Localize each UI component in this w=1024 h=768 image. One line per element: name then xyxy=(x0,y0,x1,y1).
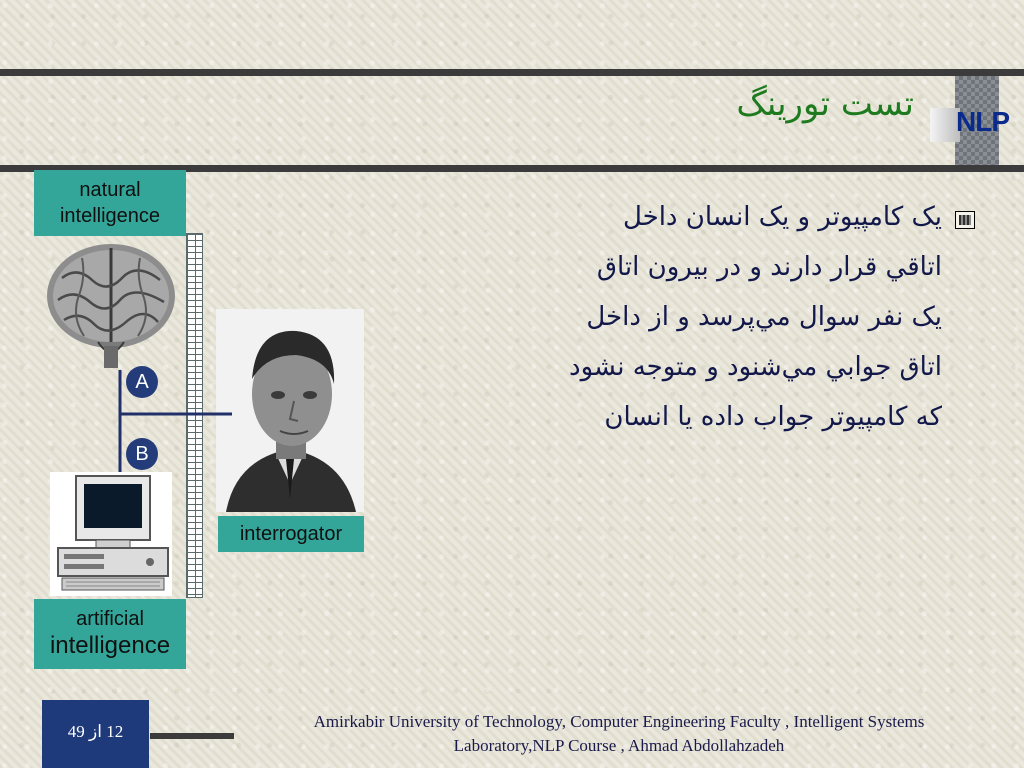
body-line: يک نفر سوال مي‌پرسد و از داخل xyxy=(586,302,942,332)
body-paragraph xyxy=(422,192,942,442)
body-line: اتاقي قرار دارند و در بيرون اتاق xyxy=(596,252,942,282)
footer-bar xyxy=(150,733,234,739)
body-line: که کامپيوتر جواب داده يا انسان xyxy=(604,402,942,432)
interrogator-label: interrogator xyxy=(218,516,364,552)
node-a-label: A xyxy=(126,366,158,398)
footer-credit-line2: Laboratory,NLP Course , Ahmad Abdollahzadeh xyxy=(453,736,785,755)
node-b-label: B xyxy=(126,438,158,470)
nlp-logo: NLP xyxy=(956,106,1009,137)
artificial-label-line2: intelligence xyxy=(49,632,171,659)
body-line: يک کامپيوتر و يک انسان داخل xyxy=(622,202,942,232)
footer-credit-line1: Amirkabir University of Technology, Computer Engineering Faculty , Intelligent Systems xyxy=(313,712,925,731)
artificial-intelligence-label xyxy=(34,599,186,669)
artificial-label-line1: artificial xyxy=(76,608,144,630)
page-indicator: 12 از 49 xyxy=(67,722,124,741)
square-bullet-icon xyxy=(955,211,975,229)
slide-title: تست تورينگ xyxy=(736,84,914,124)
natural-intelligence-label: natural intelligence xyxy=(34,170,186,236)
footer-credit xyxy=(258,710,980,758)
body-line: اتاق جوابي مي‌شنود و متوجه نشود xyxy=(569,352,942,382)
